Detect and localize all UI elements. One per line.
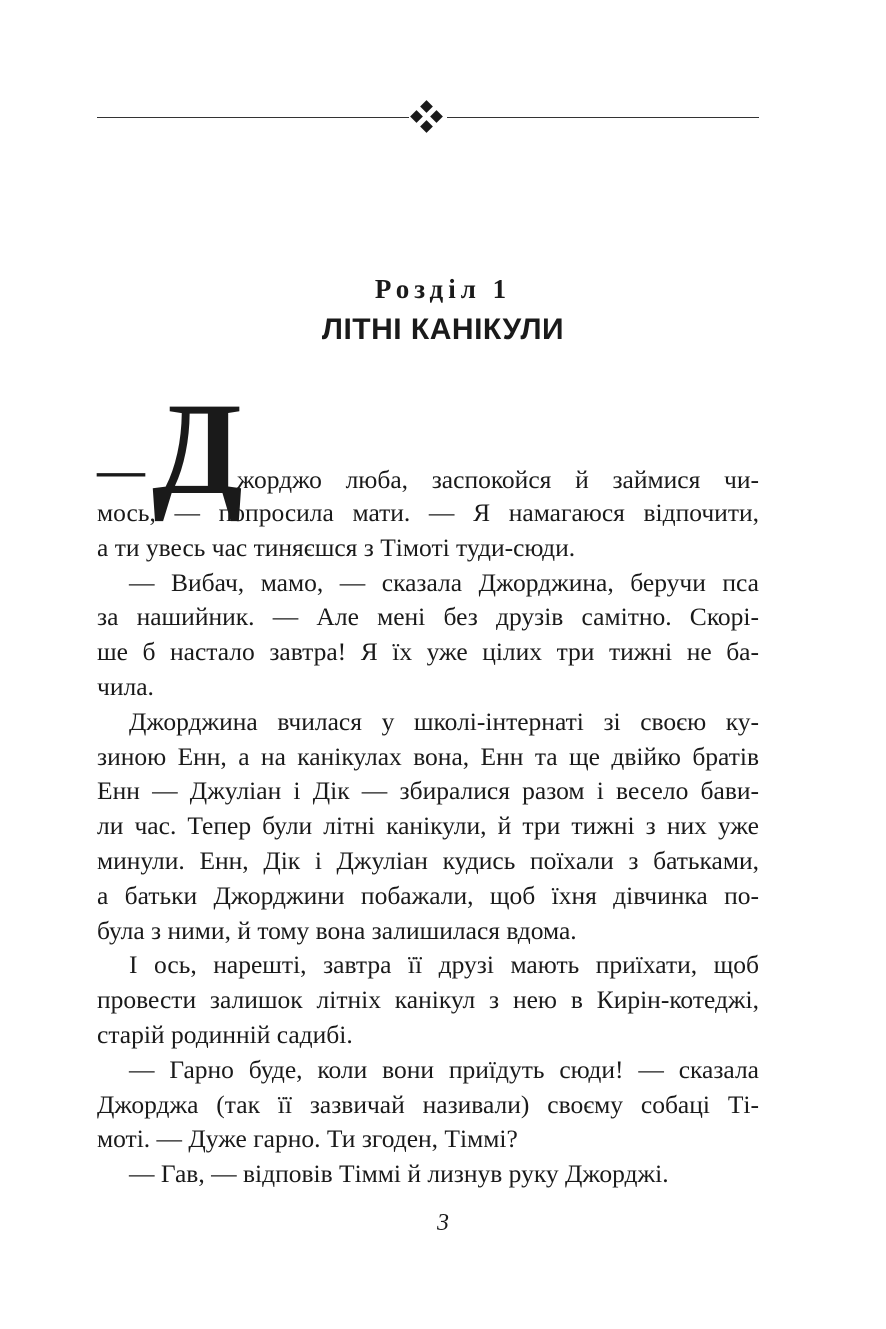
text-line: старій родинній садибі.: [97, 1019, 353, 1049]
text-line: Джорджа (так її зазвичай називали) своєму собаці Ті-: [97, 1089, 759, 1119]
chapter-title: ЛІТНІ КАНІКУЛИ: [321, 313, 565, 346]
text-line: І ось, нарешті, завтра її друзі мають приїхати, щоб: [129, 950, 759, 980]
body-text: [97, 496, 759, 1192]
text-line: Джорджина вчилася у школі-інтернаті зі своєю ку-: [129, 706, 759, 736]
header-ornament: [97, 100, 759, 136]
text-line: провести залишок літніх канікул з нею в Кирін-котеджі,: [97, 985, 759, 1015]
text-line: а ти увесь час тиняєшся з Тімоті туди-сюди.: [97, 532, 576, 562]
opening-dash: —: [97, 444, 145, 497]
first-line-text: жорджо люба, заспокойся й займися чи-: [237, 465, 759, 494]
text-line: минули. Енн, Дік і Джуліан кудись поїхали з батьками,: [97, 845, 759, 875]
page-number: 3: [437, 1210, 449, 1236]
ornament-rule-left: [97, 117, 409, 118]
text-line: чила.: [97, 671, 154, 701]
text-line: ли час. Тепер були літні канікули, й три тижні з них уже: [97, 811, 759, 841]
text-line: — Вибач, мамо, — сказала Джорджина, беручи пса: [129, 567, 759, 597]
text-line: за нашийник. — Але мені без друзів самітно. Скорі-: [97, 602, 759, 632]
chapter-number: Розділ 1: [374, 274, 512, 304]
text-line: — Гав, — відповів Тіммі й лизнув руку Джорджі.: [129, 1159, 669, 1189]
ornament-rule-right: [447, 117, 759, 118]
diamond-cluster-icon: [410, 100, 444, 134]
text-line: Енн — Джуліан і Дік — збиралися разом і весело бави-: [97, 776, 759, 806]
text-line: зиною Енн, а на канікулах вона, Енн та ще двійко братів: [97, 741, 759, 771]
text-line: — Гарно буде, коли вони приїдуть сюди! — сказала: [129, 1054, 759, 1084]
text-line: ше б настало завтра! Я їх уже цілих три тижні не ба-: [97, 637, 759, 667]
drop-cap: Д: [152, 375, 243, 522]
text-line: мось, — попросила мати. — Я намагаюся відпочити,: [97, 498, 759, 527]
text-line: а батьки Джорджини побажали, щоб їхня дівчинка по-: [97, 880, 759, 910]
text-line: моті. — Дуже гарно. Ти згоден, Тіммі?: [97, 1124, 518, 1154]
text-line: була з ними, й тому вона залишилася вдома.: [97, 915, 577, 945]
